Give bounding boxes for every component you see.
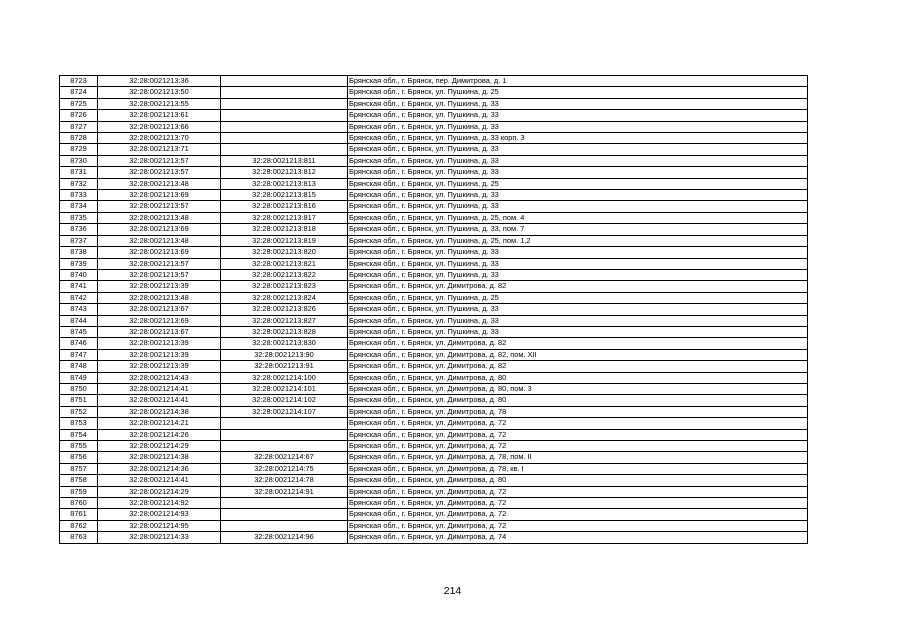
table-body	[60, 76, 808, 544]
cadastral-number-cell: 32:28:0021214:41	[98, 383, 221, 394]
cadastral-number-cell: 32:28:0021214:38	[98, 452, 221, 463]
row-number-cell: 8727	[60, 121, 98, 132]
object-cadastral-number-cell	[221, 87, 348, 98]
table-row	[60, 190, 808, 201]
table-row	[60, 406, 808, 417]
row-number-cell: 8740	[60, 269, 98, 280]
table-row	[60, 509, 808, 520]
address-cell: Брянская обл., г. Брянск, ул. Пушкина, д. 33	[348, 155, 808, 166]
row-number-cell: 8723	[60, 76, 98, 87]
row-number-cell: 8746	[60, 338, 98, 349]
cadastral-number-cell: 32:28:0021214:93	[98, 509, 221, 520]
cadastral-number-cell: 32:28:0021214:43	[98, 372, 221, 383]
address-cell: Брянская обл., г. Брянск, пер. Димитрова, д. 1	[348, 76, 808, 87]
row-number-cell: 8735	[60, 212, 98, 223]
row-number-cell: 8754	[60, 429, 98, 440]
table-row	[60, 383, 808, 394]
address-cell: Брянская обл., г. Брянск, ул. Димитрова, д. 82	[348, 338, 808, 349]
address-cell: Брянская обл., г. Брянск, ул. Пушкина, д. 33	[348, 326, 808, 337]
address-cell: Брянская обл., г. Брянск, ул. Димитрова, д. 72	[348, 509, 808, 520]
row-number-cell: 8757	[60, 463, 98, 474]
table-row	[60, 304, 808, 315]
row-number-cell: 8761	[60, 509, 98, 520]
object-cadastral-number-cell	[221, 418, 348, 429]
row-number-cell: 8763	[60, 532, 98, 543]
address-cell: Брянская обл., г. Брянск, ул. Пушкина, д. 25	[348, 178, 808, 189]
object-cadastral-number-cell: 32:28:0021214:91	[221, 486, 348, 497]
row-number-cell: 8739	[60, 258, 98, 269]
cadastral-number-cell: 32:28:0021213:48	[98, 178, 221, 189]
row-number-cell: 8760	[60, 498, 98, 509]
cadastral-number-cell: 32:28:0021213:55	[98, 98, 221, 109]
row-number-cell: 8744	[60, 315, 98, 326]
table-row	[60, 520, 808, 531]
address-cell: Брянская обл., г. Брянск, ул. Пушкина, д. 33	[348, 315, 808, 326]
object-cadastral-number-cell: 32:28:0021214:107	[221, 406, 348, 417]
table-row	[60, 155, 808, 166]
row-number-cell: 8725	[60, 98, 98, 109]
cadastral-number-cell: 32:28:0021213:48	[98, 292, 221, 303]
row-number-cell: 8728	[60, 133, 98, 144]
object-cadastral-number-cell	[221, 121, 348, 132]
cadastral-number-cell: 32:28:0021214:36	[98, 463, 221, 474]
object-cadastral-number-cell: 32:28:0021214:75	[221, 463, 348, 474]
row-number-cell: 8737	[60, 235, 98, 246]
table-row	[60, 338, 808, 349]
object-cadastral-number-cell: 32:28:0021213:826	[221, 304, 348, 315]
table-row	[60, 349, 808, 360]
object-cadastral-number-cell: 32:28:0021213:821	[221, 258, 348, 269]
cadastral-number-cell: 32:28:0021213:57	[98, 258, 221, 269]
table-row	[60, 361, 808, 372]
object-cadastral-number-cell: 32:28:0021213:830	[221, 338, 348, 349]
table-row	[60, 292, 808, 303]
table-row	[60, 247, 808, 258]
address-cell: Брянская обл., г. Брянск, ул. Димитрова, д. 72	[348, 498, 808, 509]
table-row	[60, 235, 808, 246]
address-cell: Брянская обл., г. Брянск, ул. Пушкина, д. 25, пом. 1,2	[348, 235, 808, 246]
table-row	[60, 167, 808, 178]
row-number-cell: 8751	[60, 395, 98, 406]
table-row	[60, 144, 808, 155]
cadastral-number-cell: 32:28:0021213:50	[98, 87, 221, 98]
address-cell: Брянская обл., г. Брянск, ул. Димитрова, д. 80	[348, 372, 808, 383]
object-cadastral-number-cell	[221, 520, 348, 531]
object-cadastral-number-cell	[221, 133, 348, 144]
address-cell: Брянская обл., г. Брянск, ул. Димитрова, д. 82	[348, 361, 808, 372]
address-cell: Брянская обл., г. Брянск, ул. Пушкина, д. 33	[348, 121, 808, 132]
table-row	[60, 121, 808, 132]
object-cadastral-number-cell: 32:28:0021213:811	[221, 155, 348, 166]
address-cell: Брянская обл., г. Брянск, ул. Пушкина, д. 33	[348, 110, 808, 121]
table-row	[60, 326, 808, 337]
table-row	[60, 201, 808, 212]
address-cell: Брянская обл., г. Брянск, ул. Пушкина, д. 33	[348, 201, 808, 212]
object-cadastral-number-cell	[221, 76, 348, 87]
address-cell: Брянская обл., г. Брянск, ул. Пушкина, д. 33	[348, 269, 808, 280]
address-cell: Брянская обл., г. Брянск, ул. Пушкина, д. 25	[348, 292, 808, 303]
cadastral-number-cell: 32:28:0021214:29	[98, 441, 221, 452]
object-cadastral-number-cell: 32:28:0021214:102	[221, 395, 348, 406]
row-number-cell: 8753	[60, 418, 98, 429]
row-number-cell: 8759	[60, 486, 98, 497]
row-number-cell: 8724	[60, 87, 98, 98]
cadastral-number-cell: 32:28:0021213:66	[98, 121, 221, 132]
object-cadastral-number-cell	[221, 144, 348, 155]
object-cadastral-number-cell: 32:28:0021213:820	[221, 247, 348, 258]
cadastral-number-cell: 32:28:0021213:67	[98, 326, 221, 337]
address-cell: Брянская обл., г. Брянск, ул. Пушкина, д. 25	[348, 87, 808, 98]
cadastral-number-cell: 32:28:0021214:29	[98, 486, 221, 497]
cadastral-number-cell: 32:28:0021214:38	[98, 406, 221, 417]
cadastral-number-cell: 32:28:0021213:48	[98, 212, 221, 223]
table-row	[60, 441, 808, 452]
table-row	[60, 452, 808, 463]
table-row	[60, 532, 808, 543]
row-number-cell: 8755	[60, 441, 98, 452]
object-cadastral-number-cell	[221, 429, 348, 440]
address-cell: Брянская обл., г. Брянск, ул. Пушкина, д. 33	[348, 98, 808, 109]
object-cadastral-number-cell	[221, 498, 348, 509]
address-cell: Брянская обл., г. Брянск, ул. Пушкина, д. 33 корп. 3	[348, 133, 808, 144]
object-cadastral-number-cell: 32:28:0021213:813	[221, 178, 348, 189]
table-row	[60, 463, 808, 474]
address-cell: Брянская обл., г. Брянск, ул. Димитрова, д. 74	[348, 532, 808, 543]
address-cell: Брянская обл., г. Брянск, ул. Димитрова, д. 82, пом. XII	[348, 349, 808, 360]
address-cell: Брянская обл., г. Брянск, ул. Димитрова, д. 72	[348, 441, 808, 452]
cadastral-number-cell: 32:28:0021214:26	[98, 429, 221, 440]
object-cadastral-number-cell	[221, 98, 348, 109]
object-cadastral-number-cell	[221, 509, 348, 520]
table-row	[60, 486, 808, 497]
table-row	[60, 110, 808, 121]
cadastral-number-cell: 32:28:0021213:69	[98, 247, 221, 258]
object-cadastral-number-cell: 32:28:0021213:827	[221, 315, 348, 326]
row-number-cell: 8731	[60, 167, 98, 178]
object-cadastral-number-cell: 32:28:0021214:96	[221, 532, 348, 543]
row-number-cell: 8742	[60, 292, 98, 303]
table-row	[60, 98, 808, 109]
cadastral-number-cell: 32:28:0021213:39	[98, 361, 221, 372]
row-number-cell: 8752	[60, 406, 98, 417]
cadastral-number-cell: 32:28:0021214:95	[98, 520, 221, 531]
table-row	[60, 178, 808, 189]
cadastral-number-cell: 32:28:0021214:21	[98, 418, 221, 429]
table-row	[60, 212, 808, 223]
row-number-cell: 8732	[60, 178, 98, 189]
address-cell: Брянская обл., г. Брянск, ул. Димитрова, д. 80	[348, 395, 808, 406]
row-number-cell: 8748	[60, 361, 98, 372]
row-number-cell: 8734	[60, 201, 98, 212]
object-cadastral-number-cell: 32:28:0021214:100	[221, 372, 348, 383]
address-cell: Брянская обл., г. Брянск, ул. Пушкина, д. 33	[348, 167, 808, 178]
address-cell: Брянская обл., г. Брянск, ул. Пушкина, д. 33	[348, 144, 808, 155]
address-cell: Брянская обл., г. Брянск, ул. Димитрова, д. 78, кв. I	[348, 463, 808, 474]
cadastral-number-cell: 32:28:0021213:48	[98, 235, 221, 246]
object-cadastral-number-cell: 32:28:0021214:67	[221, 452, 348, 463]
table-row	[60, 395, 808, 406]
object-cadastral-number-cell: 32:28:0021213:824	[221, 292, 348, 303]
cadastral-number-cell: 32:28:0021213:36	[98, 76, 221, 87]
table-row	[60, 418, 808, 429]
cadastral-number-cell: 32:28:0021213:70	[98, 133, 221, 144]
address-cell: Брянская обл., г. Брянск, ул. Димитрова, д. 72	[348, 520, 808, 531]
cadastral-number-cell: 32:28:0021214:92	[98, 498, 221, 509]
address-cell: Брянская обл., г. Брянск, ул. Пушкина, д. 33	[348, 304, 808, 315]
object-cadastral-number-cell: 32:28:0021213:815	[221, 190, 348, 201]
row-number-cell: 8730	[60, 155, 98, 166]
cadastral-number-cell: 32:28:0021213:57	[98, 201, 221, 212]
object-cadastral-number-cell: 32:28:0021213:822	[221, 269, 348, 280]
object-cadastral-number-cell: 32:28:0021214:78	[221, 475, 348, 486]
table-row	[60, 372, 808, 383]
row-number-cell: 8745	[60, 326, 98, 337]
address-cell: Брянская обл., г. Брянск, ул. Пушкина, д. 33	[348, 258, 808, 269]
row-number-cell: 8738	[60, 247, 98, 258]
cadastral-number-cell: 32:28:0021213:39	[98, 349, 221, 360]
cadastral-number-cell: 32:28:0021213:69	[98, 190, 221, 201]
row-number-cell: 8741	[60, 281, 98, 292]
address-cell: Брянская обл., г. Брянск, ул. Димитрова, д. 78	[348, 406, 808, 417]
cadastral-number-cell: 32:28:0021213:71	[98, 144, 221, 155]
object-cadastral-number-cell: 32:28:0021213:823	[221, 281, 348, 292]
cadastral-number-cell: 32:28:0021213:57	[98, 167, 221, 178]
object-cadastral-number-cell: 32:28:0021213:816	[221, 201, 348, 212]
address-cell: Брянская обл., г. Брянск, ул. Пушкина, д. 33, пом. 7	[348, 224, 808, 235]
table-row	[60, 281, 808, 292]
page-number: 214	[443, 585, 462, 597]
object-cadastral-number-cell: 32:28:0021213:91	[221, 361, 348, 372]
address-cell: Брянская обл., г. Брянск, ул. Димитрова, д. 72	[348, 429, 808, 440]
table-row	[60, 258, 808, 269]
table-row	[60, 224, 808, 235]
object-cadastral-number-cell: 32:28:0021213:828	[221, 326, 348, 337]
row-number-cell: 8743	[60, 304, 98, 315]
cadastral-number-cell: 32:28:0021213:39	[98, 338, 221, 349]
address-cell: Брянская обл., г. Брянск, ул. Димитрова, д. 78, пом. II	[348, 452, 808, 463]
object-cadastral-number-cell	[221, 441, 348, 452]
row-number-cell: 8729	[60, 144, 98, 155]
table-row	[60, 87, 808, 98]
table-row	[60, 269, 808, 280]
cadastral-number-cell: 32:28:0021214:41	[98, 475, 221, 486]
address-cell: Брянская обл., г. Брянск, ул. Пушкина, д. 33	[348, 190, 808, 201]
address-cell: Брянская обл., г. Брянск, ул. Димитрова, д. 72	[348, 486, 808, 497]
table-row	[60, 76, 808, 87]
address-cell: Брянская обл., г. Брянск, ул. Димитрова, д. 82	[348, 281, 808, 292]
cadastral-number-cell: 32:28:0021214:33	[98, 532, 221, 543]
row-number-cell: 8750	[60, 383, 98, 394]
object-cadastral-number-cell: 32:28:0021214:101	[221, 383, 348, 394]
address-cell: Брянская обл., г. Брянск, ул. Пушкина, д. 33	[348, 247, 808, 258]
cadastral-number-cell: 32:28:0021213:61	[98, 110, 221, 121]
row-number-cell: 8733	[60, 190, 98, 201]
cadastral-number-cell: 32:28:0021213:67	[98, 304, 221, 315]
address-cell: Брянская обл., г. Брянск, ул. Димитрова, д. 80	[348, 475, 808, 486]
object-cadastral-number-cell	[221, 110, 348, 121]
table-row	[60, 429, 808, 440]
row-number-cell: 8747	[60, 349, 98, 360]
cadastral-number-cell: 32:28:0021213:69	[98, 224, 221, 235]
row-number-cell: 8762	[60, 520, 98, 531]
row-number-cell: 8726	[60, 110, 98, 121]
object-cadastral-number-cell: 32:28:0021213:817	[221, 212, 348, 223]
cadastral-number-cell: 32:28:0021213:69	[98, 315, 221, 326]
address-cell: Брянская обл., г. Брянск, ул. Димитрова, д. 80, пом. 3	[348, 383, 808, 394]
table-row	[60, 475, 808, 486]
row-number-cell: 8756	[60, 452, 98, 463]
row-number-cell: 8749	[60, 372, 98, 383]
object-cadastral-number-cell: 32:28:0021213:812	[221, 167, 348, 178]
address-cell: Брянская обл., г. Брянск, ул. Пушкина, д. 25, пом. 4	[348, 212, 808, 223]
row-number-cell: 8736	[60, 224, 98, 235]
cadastral-number-cell: 32:28:0021213:39	[98, 281, 221, 292]
address-cell: Брянская обл., г. Брянск, ул. Димитрова, д. 72	[348, 418, 808, 429]
cadastral-number-cell: 32:28:0021213:57	[98, 155, 221, 166]
table-row	[60, 133, 808, 144]
cadastral-number-cell: 32:28:0021213:57	[98, 269, 221, 280]
cadastral-number-cell: 32:28:0021214:41	[98, 395, 221, 406]
object-cadastral-number-cell: 32:28:0021213:818	[221, 224, 348, 235]
object-cadastral-number-cell: 32:28:0021213:819	[221, 235, 348, 246]
cadastral-table	[59, 75, 808, 544]
table-row	[60, 498, 808, 509]
row-number-cell: 8758	[60, 475, 98, 486]
object-cadastral-number-cell: 32:28:0021213:90	[221, 349, 348, 360]
table-row	[60, 315, 808, 326]
